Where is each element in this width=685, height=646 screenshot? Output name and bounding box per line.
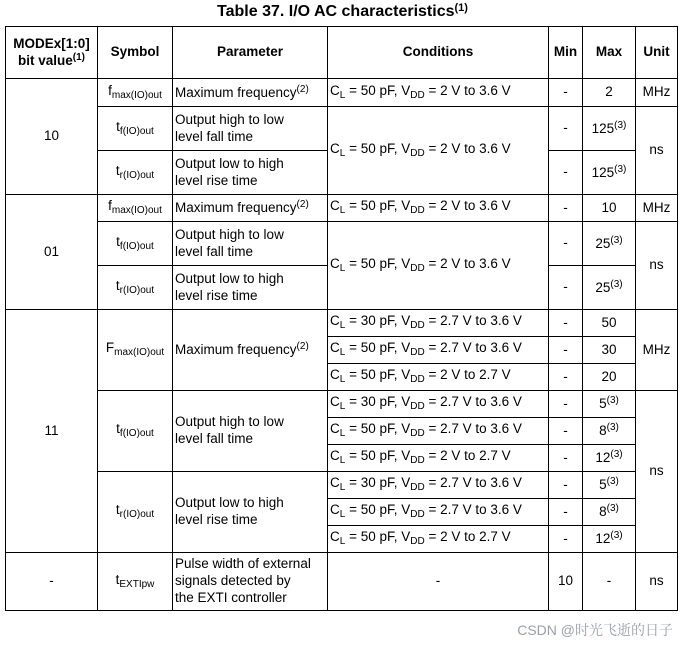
header-parameter: Parameter [173, 27, 328, 79]
max-cell: 2 [583, 79, 636, 107]
max-cell: 5$^{(3)}$ [583, 391, 636, 418]
max-cell: 20 [583, 364, 636, 391]
symbol-cell: $t_{r(IO)out}$ [98, 266, 173, 310]
condition-cell: $C_L = 50$ pF, $V_{DD} = 2.7$ V to 3.6 V [328, 418, 549, 445]
max-cell: 125$^{(3)}$ [583, 151, 636, 195]
symbol-cell: $t_{f(IO)out}$ [98, 222, 173, 266]
max-cell: 12$^{(3)}$ [583, 526, 636, 553]
max-cell: 10 [583, 195, 636, 222]
symbol-cell: $t_{r(IO)out}$ [98, 151, 173, 195]
min-cell: - [549, 526, 583, 553]
condition-cell: $C_L = 50$ pF, $V_{DD} = 2$ V to 2.7 V [328, 526, 549, 553]
max-cell: 125$^{(3)}$ [583, 107, 636, 151]
unit-cell: MHz [636, 79, 678, 107]
parameter-cell: Output high to low level fall time [173, 107, 328, 151]
condition-cell: $C_L = 50$ pF, $V_{DD} = 2$ V to 3.6 V [328, 222, 549, 310]
min-cell: - [549, 79, 583, 107]
condition-cell: $C_L = 50$ pF, $V_{DD} = 2$ V to 2.7 V [328, 364, 549, 391]
header-mode: MODEx[1:0] bit value$^{(1)}$ [6, 27, 98, 79]
min-cell: - [549, 107, 583, 151]
min-cell: - [549, 472, 583, 499]
unit-cell: ns [636, 107, 678, 195]
unit-cell: MHz [636, 310, 678, 391]
condition-cell: $C_L = 50$ pF, $V_{DD} = 2$ V to 3.6 V [328, 195, 549, 222]
condition-cell: $C_L = 50$ pF, $V_{DD} = 2.7$ V to 3.6 V [328, 499, 549, 526]
table-title: Table 37. I/O AC characteristics$^{(1)}$ [217, 2, 468, 20]
condition-cell: $C_L = 30$ pF, $V_{DD} = 2.7$ V to 3.6 V [328, 391, 549, 418]
parameter-cell: Output low to high level rise time [173, 151, 328, 195]
min-cell: - [549, 195, 583, 222]
watermark: CSDN @时光飞逝的日子 [517, 622, 673, 638]
table-row [6, 79, 678, 107]
header-max: Max [583, 27, 636, 79]
table-row [6, 222, 678, 266]
unit-cell: ns [636, 222, 678, 310]
symbol-cell: $t_{f(IO)out}$ [98, 107, 173, 151]
max-cell: 30 [583, 337, 636, 364]
parameter-cell: Maximum frequency$^{(2)}$ [173, 195, 328, 222]
max-cell: 12$^{(3)}$ [583, 445, 636, 472]
condition-cell: $C_L = 50$ pF, $V_{DD} = 2$ V to 3.6 V [328, 107, 549, 195]
table-row [6, 195, 678, 222]
io-ac-characteristics-table [5, 26, 678, 611]
max-cell: 5$^{(3)}$ [583, 472, 636, 499]
condition-cell: - [328, 553, 549, 611]
max-cell: 8$^{(3)}$ [583, 418, 636, 445]
parameter-cell: Pulse width of external signals detected by the EXTI controller [173, 553, 328, 611]
condition-cell: $C_L = 50$ pF, $V_{DD} = 2$ V to 3.6 V [328, 79, 549, 107]
max-cell: 25$^{(3)}$ [583, 222, 636, 266]
max-cell: 8$^{(3)}$ [583, 499, 636, 526]
condition-cell: $C_L = 30$ pF, $V_{DD} = 2.7$ V to 3.6 V [328, 310, 549, 337]
table-row [6, 472, 678, 499]
symbol-cell: $F_{max(IO)out}$ [98, 310, 173, 391]
table-row [6, 107, 678, 151]
parameter-cell: Output high to low level fall time [173, 222, 328, 266]
table-row [6, 310, 678, 337]
symbol-cell: $f_{max(IO)out}$ [98, 79, 173, 107]
min-cell: - [549, 222, 583, 266]
header-conditions: Conditions [328, 27, 549, 79]
mode-cell: 01 [6, 195, 98, 310]
symbol-cell: $t_{EXTIpw}$ [98, 553, 173, 611]
header-unit: Unit [636, 27, 678, 79]
min-cell: - [549, 445, 583, 472]
max-cell: 25$^{(3)}$ [583, 266, 636, 310]
min-cell: - [549, 391, 583, 418]
parameter-cell: Maximum frequency$^{(2)}$ [173, 79, 328, 107]
unit-cell: ns [636, 553, 678, 611]
parameter-cell: Maximum frequency$^{(2)}$ [173, 310, 328, 391]
min-cell: - [549, 151, 583, 195]
min-cell: - [549, 337, 583, 364]
header-min: Min [549, 27, 583, 79]
min-cell: - [549, 310, 583, 337]
unit-cell: ns [636, 391, 678, 553]
min-cell: 10 [549, 553, 583, 611]
condition-cell: $C_L = 50$ pF, $V_{DD} = 2.7$ V to 3.6 V [328, 337, 549, 364]
mode-cell: 11 [6, 310, 98, 553]
condition-cell: $C_L = 30$ pF, $V_{DD} = 2.7$ V to 3.6 V [328, 472, 549, 499]
parameter-cell: Output low to high level rise time [173, 266, 328, 310]
symbol-cell: $t_{r(IO)out}$ [98, 472, 173, 553]
header-row [6, 27, 678, 79]
header-symbol: Symbol [98, 27, 173, 79]
min-cell: - [549, 418, 583, 445]
table-row [6, 553, 678, 611]
symbol-cell: $f_{max(IO)out}$ [98, 195, 173, 222]
unit-cell: MHz [636, 195, 678, 222]
max-cell: - [583, 553, 636, 611]
mode-cell: 10 [6, 79, 98, 195]
parameter-cell: Output high to low level fall time [173, 391, 328, 472]
condition-cell: $C_L = 50$ pF, $V_{DD} = 2$ V to 2.7 V [328, 445, 549, 472]
symbol-cell: $t_{f(IO)out}$ [98, 391, 173, 472]
min-cell: - [549, 499, 583, 526]
min-cell: - [549, 364, 583, 391]
max-cell: 50 [583, 310, 636, 337]
mode-cell: - [6, 553, 98, 611]
parameter-cell: Output low to high level rise time [173, 472, 328, 553]
table-row [6, 391, 678, 418]
min-cell: - [549, 266, 583, 310]
